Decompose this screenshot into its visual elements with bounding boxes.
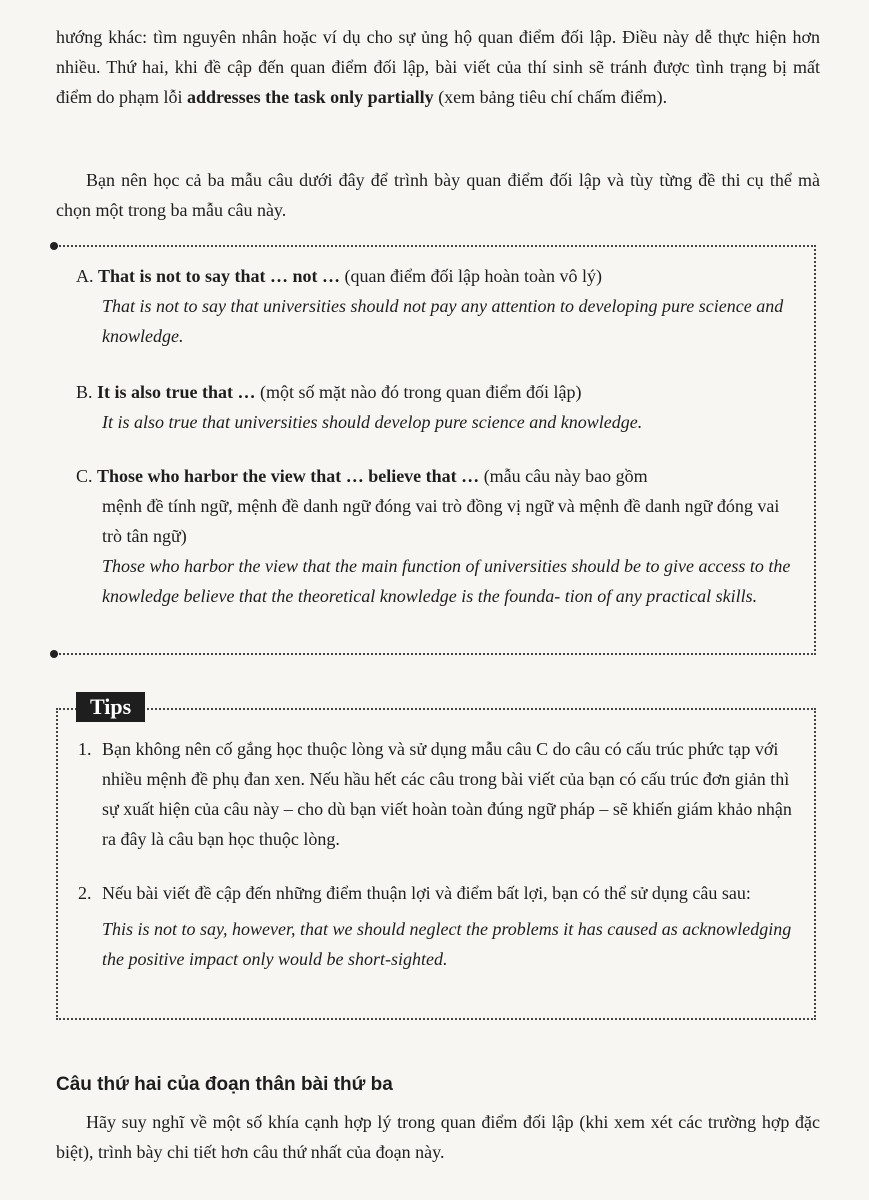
pattern-a-bold: That is not to say that … not …: [98, 266, 341, 286]
bullet-dot-bottom: [50, 650, 58, 658]
tip-1-text: Bạn không nên cố gắng học thuộc lòng và sử dụng mẫu câu C do câu có cấu trúc phức tạp với nhiều mệnh đề phụ đan xen. Nếu hầu hết các câu trong bài viết của bạn có cấu trúc đơn giản thì sự xuất hiện của câu này – cho dù bạn viết hoàn toàn đúng ngữ pháp – sẽ khiến giám khảo nhận ra đây là câu bạn học thuộc lòng.: [102, 739, 792, 849]
intro-paragraph-1: [56, 22, 820, 112]
pattern-a-note: (quan điểm đối lập hoàn toàn vô lý): [340, 266, 602, 286]
pattern-c-note: (mẫu câu này bao gồm: [479, 466, 648, 486]
pattern-c-head: [76, 461, 801, 491]
tip-2-text: Nếu bài viết đề cập đến những điểm thuận lợi và điểm bất lợi, bạn có thể sử dụng câu sau:: [102, 883, 751, 903]
tip-2: [78, 878, 806, 974]
pattern-c-label: C.: [76, 466, 93, 486]
pattern-b-label: B.: [76, 382, 93, 402]
section-body: Hãy suy nghĩ về một số khía cạnh hợp lý trong quan điểm đối lập (khi xem xét các trường hợp đặc biệt), trình bày chi tiết hơn câu thứ nhất của đoạn này.: [56, 1112, 820, 1162]
tips-label: Tips: [76, 692, 145, 722]
tip-2-example: This is not to say, however, that we should neglect the problems it has caused as acknowledging the positive impact only would be short-sighted.: [102, 919, 792, 969]
patterns-box: [56, 245, 816, 655]
pattern-a: [76, 261, 801, 351]
bullet-dot-top: [50, 242, 58, 250]
intro-bold-phrase: addresses the task only partially: [186, 87, 434, 107]
pattern-b-example: It is also true that universities should develop pure science and knowledge.: [102, 412, 643, 432]
pattern-a-label: A.: [76, 266, 94, 286]
pattern-b: [76, 377, 801, 437]
pattern-b-bold: It is also true that …: [97, 382, 256, 402]
intro-text-after: (xem bảng tiêu chí chấm điểm).: [433, 87, 668, 107]
pattern-a-example: That is not to say that universities should not pay any attention to developing pure science and knowledge.: [102, 296, 784, 346]
intro-paragraph-2: Bạn nên học cả ba mẫu câu dưới đây để trình bày quan điểm đối lập và tùy từng đề thi cụ thể mà chọn một trong ba mẫu câu này.: [56, 170, 820, 220]
section-heading: Câu thứ hai của đoạn thân bài thứ ba: [56, 1074, 393, 1095]
pattern-b-note: (một số mặt nào đó trong quan điểm đối lập): [255, 382, 582, 402]
pattern-c: [76, 461, 801, 611]
pattern-c-note-cont: mệnh đề tính ngữ, mệnh đề danh ngữ đóng vai trò đồng vị ngữ và mệnh đề danh ngữ đóng vai trò tân ngữ): [102, 496, 780, 546]
intro-text-before: hướng khác: tìm nguyên nhân hoặc ví dụ cho sự ủng hộ quan điểm đối lập. Điều này dễ thực hiện hơn nhiều. Thứ hai, khi đề cập đến quan điểm đối lập, bài viết của thí sinh sẽ tránh được tình trạng bị mất điểm do phạm lỗi: [56, 27, 820, 107]
tip-1: [78, 734, 806, 854]
pattern-c-example: Those who harbor the view that the main function of universities should be to give access to the knowledge believe that the theoretical knowledge is the founda- tion of any practical skills.: [102, 556, 791, 606]
pattern-b-head: [76, 377, 801, 407]
tip-1-number: 1.: [78, 739, 92, 759]
pattern-a-head: [76, 261, 801, 291]
pattern-c-bold: Those who harbor the view that … believe that …: [97, 466, 480, 486]
tip-2-number: 2.: [78, 883, 92, 903]
